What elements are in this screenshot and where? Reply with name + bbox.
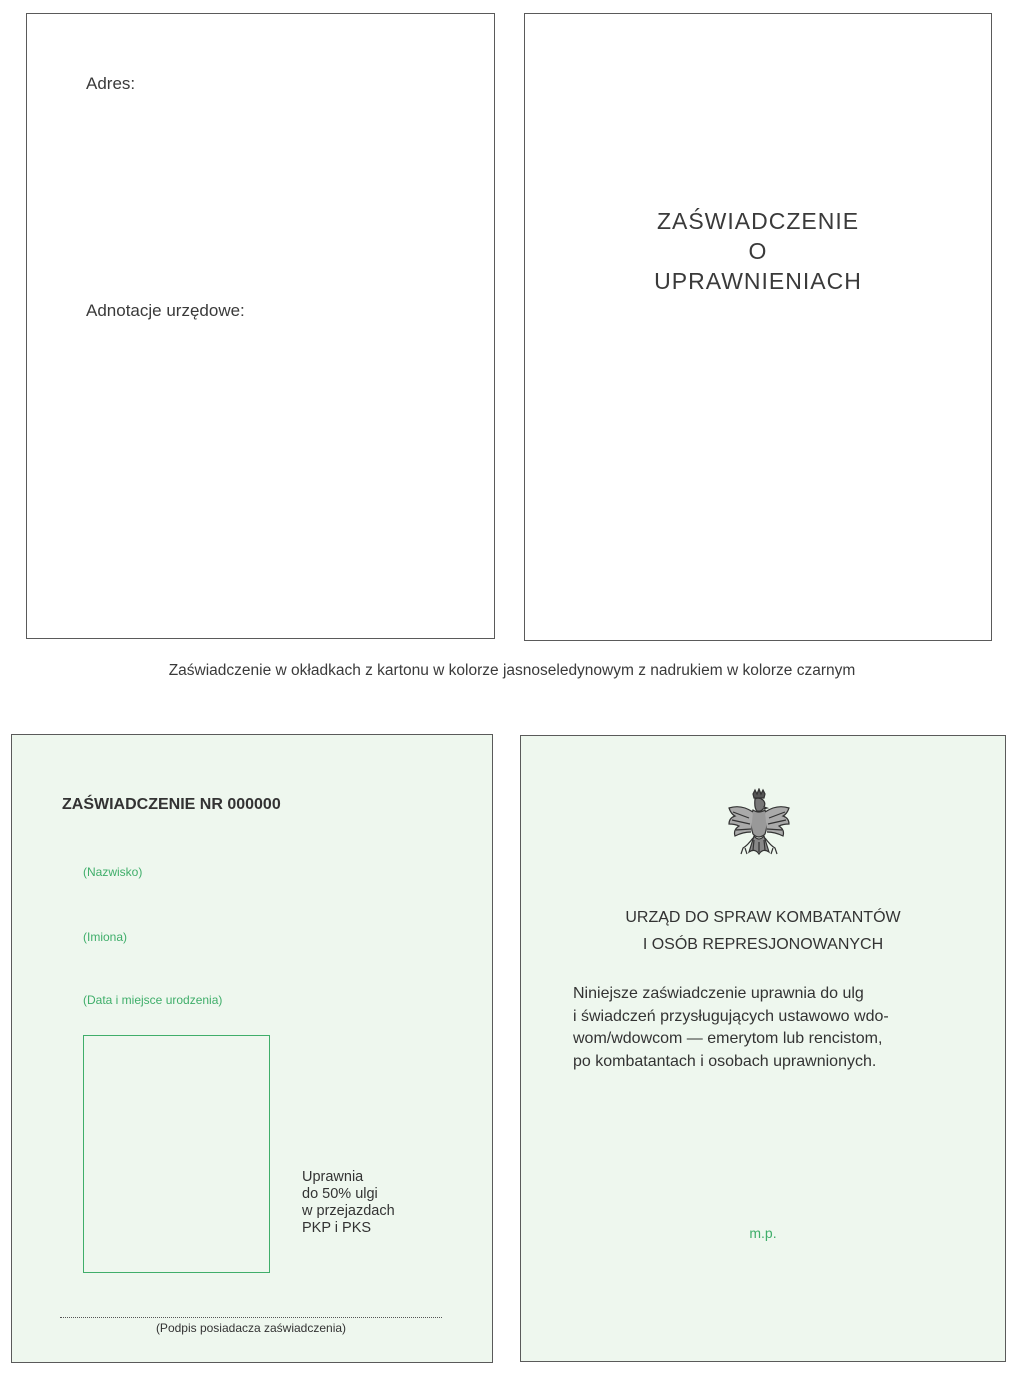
discount-line: Uprawnia [302, 1169, 364, 1185]
cover-title [525, 206, 991, 296]
polish-eagle-icon [723, 788, 795, 874]
document-caption: Zaświadczenie w okładkach z kartonu w kolorze jasnoseledynowym z nadrukiem w kolorze czarnym [168, 662, 856, 679]
discount-entitlement-text [302, 1169, 395, 1237]
cover-title-line: O [748, 238, 768, 264]
entitlement-line: Niniejsze zaświadczenie uprawnia do ulg [573, 985, 864, 1002]
office-name [521, 904, 1005, 958]
office-name-line: URZĄD DO SPRAW KOMBATANTÓW [625, 909, 901, 926]
entitlement-text [573, 983, 963, 1073]
discount-line: do 50% ulgi [302, 1186, 378, 1202]
stamp-place-label: m.p. [749, 1225, 777, 1241]
cover-front-page [524, 13, 992, 641]
entitlement-line: i świadczeń przysługujących ustawowo wdo- [573, 1007, 889, 1025]
discount-line: PKP i PKS [302, 1220, 372, 1236]
cover-title-line: ZAŚWIADCZENIE [656, 208, 860, 234]
birth-date-place-field-label: (Data i miejsce urodzenia) [83, 993, 223, 1007]
entitlement-line: po kombatantach i osobach uprawnionych. [573, 1052, 877, 1070]
official-annotations-label: Adnotacje urzędowe: [86, 301, 245, 320]
signature-label: (Podpis posiadacza zaświadczenia) [155, 1321, 347, 1335]
cover-back-page [26, 13, 495, 639]
discount-line: w przejazdach [302, 1203, 395, 1219]
certificate-number: ZAŚWIADCZENIE NR 000000 [62, 796, 281, 813]
cover-title-line: UPRAWNIENIACH [654, 268, 862, 294]
entitlement-line: wom/wdowcom — emerytom lub rencistom, [573, 1030, 883, 1047]
inner-left-page [11, 734, 493, 1363]
photo-placeholder [83, 1035, 270, 1273]
office-name-line: I OSÓB REPRESJONOWANYCH [642, 936, 884, 953]
names-field-label: (Imiona) [83, 930, 128, 944]
signature-line [60, 1317, 442, 1318]
address-label: Adres: [86, 74, 136, 93]
surname-field-label: (Nazwisko) [83, 865, 143, 879]
inner-right-page [520, 735, 1006, 1362]
